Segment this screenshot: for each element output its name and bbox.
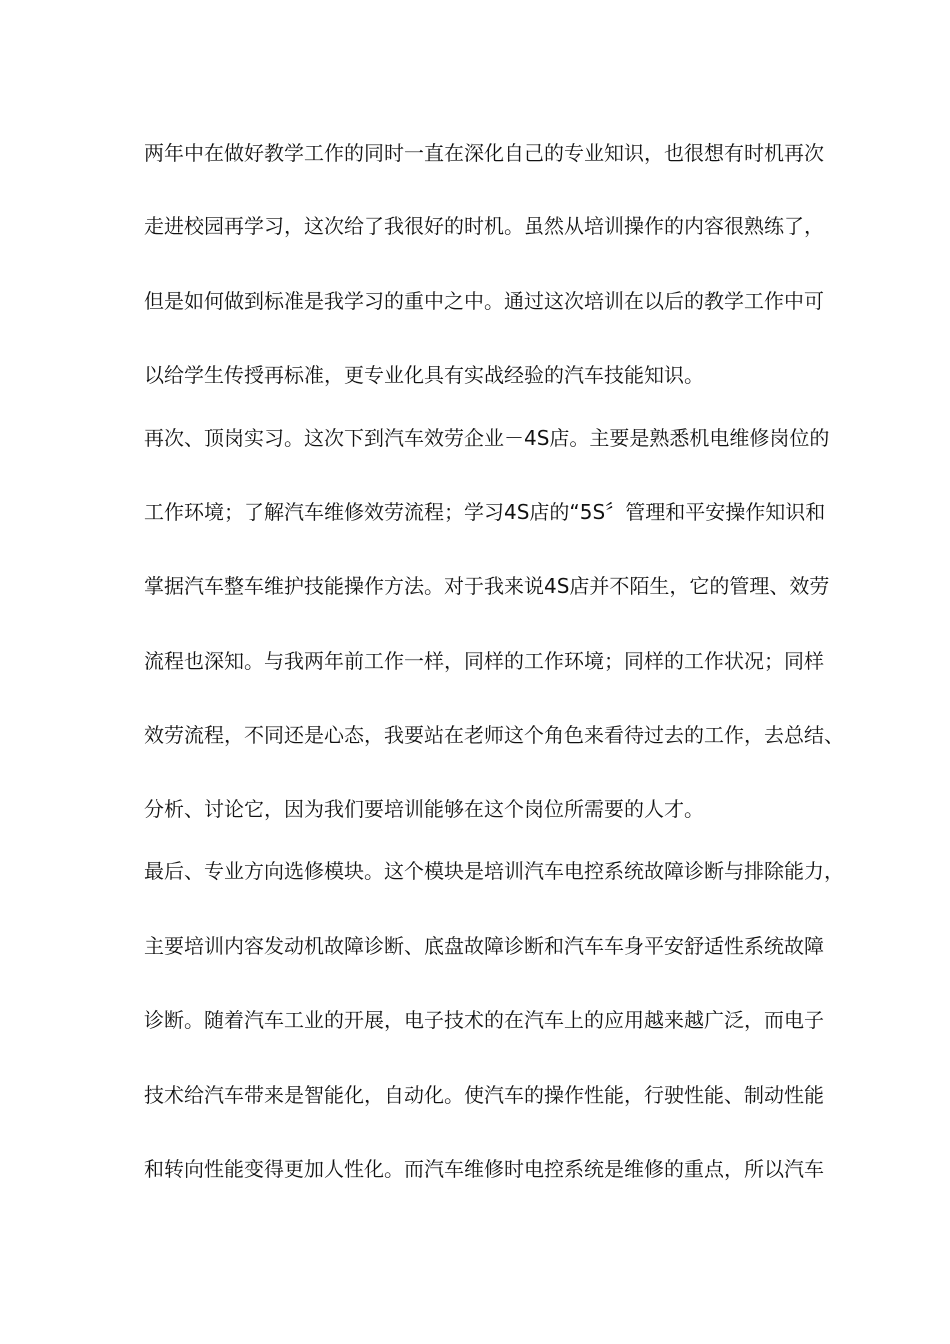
text-line: 技术给汽车带来是智能化，自动化。使汽车的操作性能，行驶性能、制动性能: [144, 1083, 824, 1107]
text-line: 两年中在做好教学工作的同时一直在深化自己的专业知识，也很想有时机再次: [144, 141, 824, 165]
text-line: 流程也深知。与我两年前工作一样，同样的工作环境；同样的工作状况；同样: [144, 649, 824, 673]
text-line: 主要培训内容发动机故障诊断、底盘故障诊断和汽车车身平安舒适性系统故障: [144, 934, 824, 958]
text-line: 最后、专业方向选修模块。这个模块是培训汽车电控系统故障诊断与排除能力，: [144, 859, 844, 883]
text-line: 但是如何做到标准是我学习的重中之中。通过这次培训在以后的教学工作中可: [144, 289, 824, 313]
text-line: 工作环境；了解汽车维修效劳流程；学习4S店的“5S〞管理和平安操作知识和: [144, 500, 826, 524]
text-line: 效劳流程，不同还是心态，我要站在老师这个角色来看待过去的工作，去总结、: [144, 723, 844, 747]
text-line: 再次、顶岗实习。这次下到汽车效劳企业－4S店。主要是熟悉机电维修岗位的: [144, 426, 830, 450]
text-line: 和转向性能变得更加人性化。而汽车维修时电控系统是维修的重点，所以汽车: [144, 1157, 824, 1181]
text-line: 分析、讨论它，因为我们要培训能够在这个岗位所需要的人才。: [144, 797, 704, 821]
text-line: 掌据汽车整车维护技能操作方法。对于我来说4S店并不陌生，它的管理、效劳: [144, 574, 830, 598]
text-line: 以给学生传授再标准，更专业化具有实战经验的汽车技能知识。: [144, 363, 704, 387]
text-line: 诊断。随着汽车工业的开展，电子技术的在汽车上的应用越来越广泛，而电子: [144, 1008, 824, 1032]
text-line: 走进校园再学习，这次给了我很好的时机。虽然从培训操作的内容很熟练了，: [144, 214, 824, 238]
